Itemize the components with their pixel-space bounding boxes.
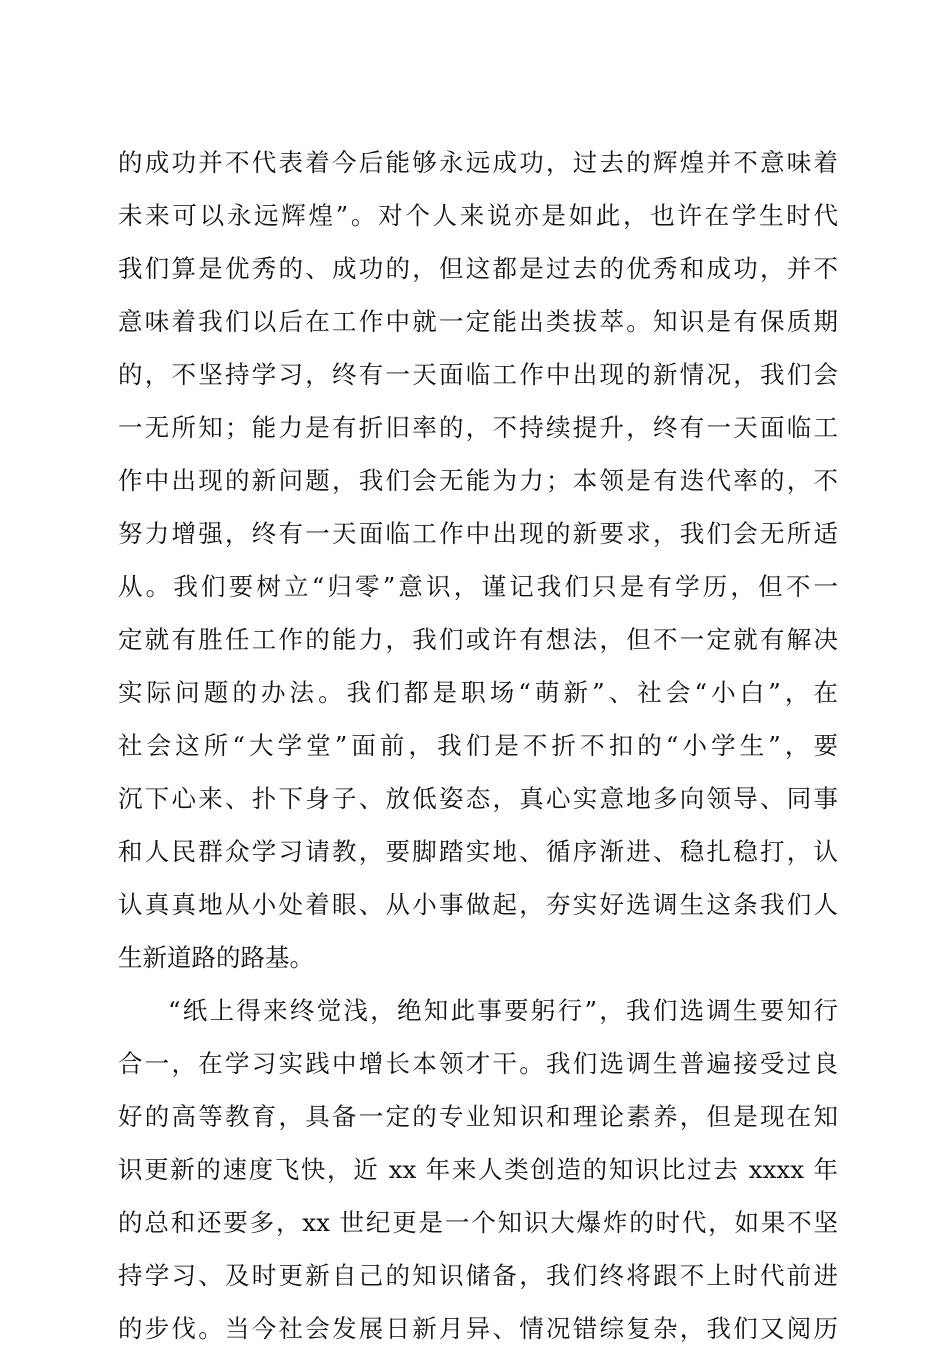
paragraph-2-line-4: 识更新的速度飞快，近 xx 年来人类创造的知识比过去 xxxx 年 (118, 1155, 838, 1184)
paragraph-1-line-15: 认真真地从小处着眼、从小事做起，夯实好选调生这条我们人 (118, 890, 838, 919)
paragraph-2-line-1: “纸上得来终觉浅，绝知此事要躬行”，我们选调生要知行 (168, 996, 838, 1025)
paragraph-1-line-14: 和人民群众学习请教，要脚踏实地、循序渐进、稳扎稳打，认 (118, 837, 838, 866)
paragraph-2-line-5: 的总和还要多，xx 世纪更是一个知识大爆炸的时代，如果不坚 (118, 1208, 838, 1237)
paragraph-2-line-2: 合一，在学习实践中增长本领才干。我们选调生普遍接受过良 (118, 1049, 838, 1078)
paragraph-1-line-10: 定就有胜任工作的能力，我们或许有想法，但不一定就有解决 (118, 625, 838, 654)
paragraph-1-line-16: 生新道路的路基。 (118, 943, 314, 972)
paragraph-2-line-3: 好的高等教育，具备一定的专业知识和理论素养，但是现在知 (118, 1102, 838, 1131)
paragraph-2-line-6: 持学习、及时更新自己的知识储备，我们终将跟不上时代前进 (118, 1261, 838, 1290)
paragraph-1-line-4: 意味着我们以后在工作中就一定能出类拔萃。知识是有保质期 (118, 307, 838, 336)
paragraph-1-line-8: 努力增强，终有一天面临工作中出现的新要求，我们会无所适 (118, 519, 838, 548)
paragraph-1-line-9: 从。我们要树立“归零”意识，谨记我们只是有学历，但不一 (118, 572, 838, 601)
body-text (118, 136, 838, 1355)
paragraph-2-line-7: 的步伐。当今社会发展日新月异、情况错综复杂，我们又阅历 (118, 1314, 838, 1343)
paragraph-1-line-7: 作中出现的新问题，我们会无能为力；本领是有迭代率的，不 (118, 466, 838, 495)
paragraph-1-line-1: 的成功并不代表着今后能够永远成功，过去的辉煌并不意味着 (118, 148, 838, 177)
paragraph-1-line-6: 一无所知；能力是有折旧率的，不持续提升，终有一天面临工 (118, 413, 838, 442)
paragraph-1-line-13: 沉下心来、扑下身子、放低姿态，真心实意地多向领导、同事 (118, 784, 838, 813)
paragraph-1-line-2: 未来可以永远辉煌”。对个人来说亦是如此，也许在学生时代 (118, 201, 838, 230)
paragraph-1-line-5: 的，不坚持学习，终有一天面临工作中出现的新情况，我们会 (118, 360, 838, 389)
paragraph-1-line-12: 社会这所“大学堂”面前，我们是不折不扣的“小学生”，要 (118, 731, 838, 760)
paragraph-1-line-11: 实际问题的办法。我们都是职场“萌新”、社会“小白”，在 (118, 678, 838, 707)
paragraph-1-line-3: 我们算是优秀的、成功的，但这都是过去的优秀和成功，并不 (118, 254, 838, 283)
